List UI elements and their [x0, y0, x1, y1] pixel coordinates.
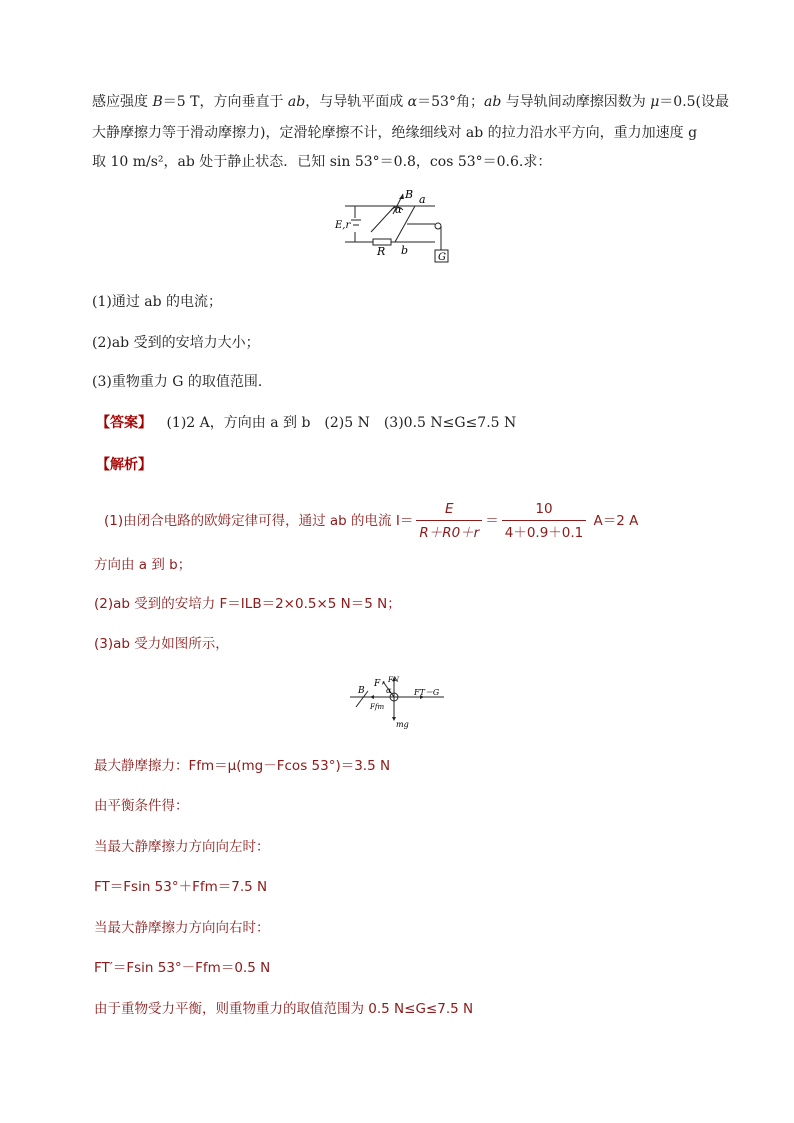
label-R: R: [377, 245, 386, 258]
question-3: (3)重物重力 G 的取值范围．: [92, 374, 272, 390]
question-2: (2)ab 受到的安培力大小；: [92, 335, 260, 351]
solution-step-4: 最大静摩擦力：Ffm＝μ(mg－Fcos 53°)＝3.5 N: [94, 758, 391, 774]
solution-step-5: 由平衡条件得：: [94, 798, 189, 814]
analysis-tag-line: [96, 456, 152, 474]
label-Ffm: Ffm: [370, 703, 385, 711]
label-F: F: [374, 679, 381, 689]
label-B2: B: [358, 686, 365, 696]
solution-step-7: FT＝Fsin 53°＋Ffm＝7.5 N: [94, 879, 268, 895]
solution-step-9: FT′＝Fsin 53°－Ffm＝0.5 N: [94, 960, 271, 976]
label-mg: mg: [396, 720, 409, 729]
circuit-diagram: [335, 188, 460, 268]
solution-step-10: 由于重物受力平衡，则重物重力的取值范围为 0.5 N≤G≤7.5 N: [94, 1001, 474, 1017]
label-alpha2: α: [386, 686, 392, 695]
problem-line-1: 感应强度 B＝5 T，方向垂直于 ab，与导轨平面成 α＝53°角；ab 与导轨间动摩擦因数为 μ＝0.5(设最: [92, 94, 730, 110]
label-FT: FT＝G: [414, 688, 440, 697]
solution-step-3: (3)ab 受力如图所示，: [94, 636, 229, 652]
fraction-2: $\frac{10}{4+0.9+0.1}$: [502, 498, 587, 544]
answer-tag: 【答案】: [96, 415, 152, 431]
label-FN: FN: [388, 676, 399, 684]
solution-step-2: (2)ab 受到的安培力 F＝ILB＝2×0.5×5 N＝5 N；: [94, 596, 401, 612]
answer-line: [96, 414, 516, 432]
answer-text: (1)2 A，方向由 a 到 b (2)5 N (3)0.5 N≤G≤7.5 N: [166, 415, 517, 431]
label-B: B: [405, 188, 414, 201]
solution-step-6: 当最大静摩擦力方向向左时：: [94, 839, 270, 855]
label-a: a: [419, 193, 426, 206]
label-alpha: α: [395, 205, 402, 216]
analysis-tag: 【解析】: [96, 457, 152, 473]
problem-line-3: 取 10 m/s²，ab 处于静止状态．已知 sin 53°＝0.8，cos 53°＝0.6.求：: [92, 154, 552, 170]
solution-step-8: 当最大静摩擦力方向向右时：: [94, 920, 270, 936]
solution-step-1: (1)由闭合电路的欧姆定律可得，通过 ab 的电流 I＝ $\frac{E}{R+R0+r}$ ＝ $\frac{10}{4+0.9+0.1}$ A＝2 A: [104, 498, 638, 544]
problem-line-2: 大静摩擦力等于滑动摩擦力)，定滑轮摩擦不计，绝缘细线对 ab 的拉力沿水平方向，重力加速度 g: [92, 125, 698, 141]
fraction-1: $\frac{E}{R+R0+r}$: [416, 498, 482, 544]
question-1: (1)通过 ab 的电流；: [92, 294, 223, 310]
force-diagram: [346, 673, 448, 731]
solution-step-1b: 方向由 a 到 b；: [94, 557, 192, 573]
label-b: b: [401, 244, 409, 257]
label-Er: E,r: [335, 220, 351, 231]
label-G: G: [438, 252, 446, 263]
